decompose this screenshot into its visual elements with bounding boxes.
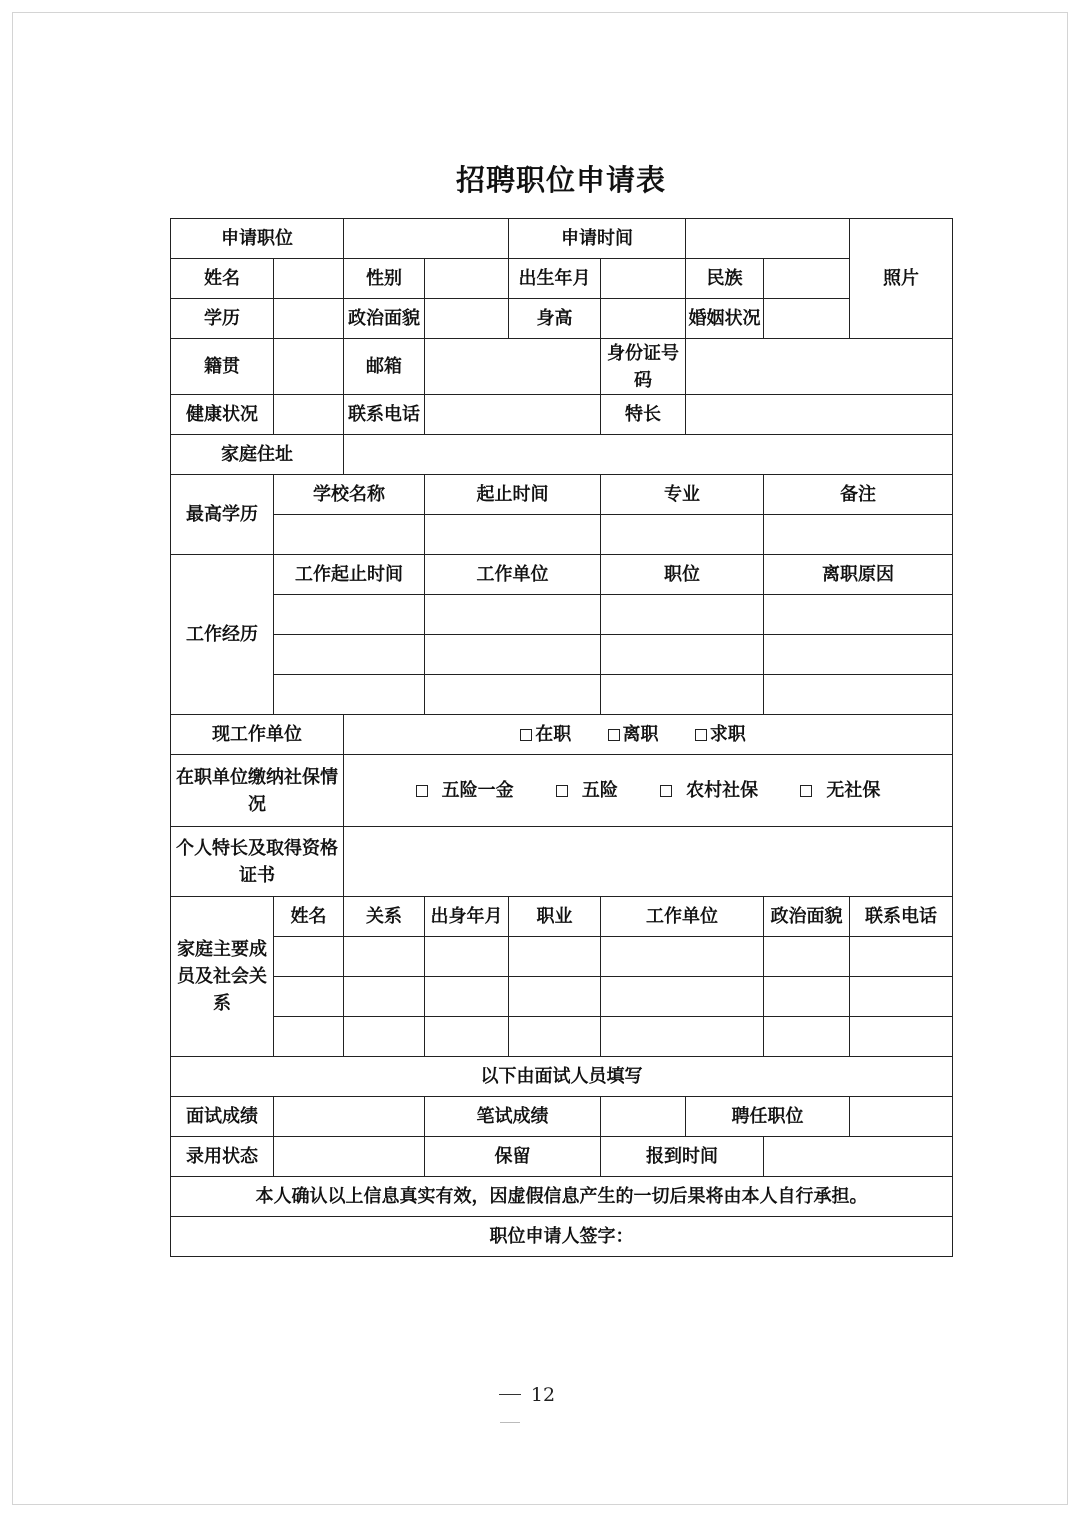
checkbox-icon[interactable] xyxy=(556,785,568,797)
work-col-employer: 工作单位 xyxy=(425,555,601,595)
checkbox-icon[interactable] xyxy=(608,729,620,741)
family-col-phone: 联系电话 xyxy=(850,897,953,937)
insurance-five-option[interactable] xyxy=(556,777,618,804)
family-col-political: 政治面貌 xyxy=(764,897,850,937)
option-label: 农村社保 xyxy=(686,780,759,801)
family-col-employer: 工作单位 xyxy=(601,897,764,937)
education-input[interactable] xyxy=(274,299,344,339)
gender-input[interactable] xyxy=(425,259,509,299)
family-row-1-occupation[interactable] xyxy=(509,937,601,977)
option-label: 五险 xyxy=(581,780,618,801)
family-row-2-relation[interactable] xyxy=(344,977,425,1017)
political-input[interactable] xyxy=(425,299,509,339)
ethnicity-label: 民族 xyxy=(686,259,764,299)
written-score-label: 笔试成绩 xyxy=(425,1097,601,1137)
phone-input[interactable] xyxy=(425,395,601,435)
political-label: 政治面貌 xyxy=(344,299,425,339)
health-input[interactable] xyxy=(274,395,344,435)
work-row-2-position[interactable] xyxy=(601,635,764,675)
work-row-1-position[interactable] xyxy=(601,595,764,635)
position-input[interactable] xyxy=(344,219,509,259)
divider xyxy=(500,1422,520,1423)
insurance-options xyxy=(344,755,953,827)
birth-input[interactable] xyxy=(601,259,686,299)
name-input[interactable] xyxy=(274,259,344,299)
email-input[interactable] xyxy=(425,339,601,395)
address-input[interactable] xyxy=(344,435,953,475)
date-input[interactable] xyxy=(686,219,850,259)
work-col-reason: 离职原因 xyxy=(764,555,953,595)
photo-cell[interactable]: 照片 xyxy=(850,219,953,339)
native-place-label: 籍贯 xyxy=(171,339,274,395)
reserve-label: 保留 xyxy=(425,1137,601,1177)
family-row-2-phone[interactable] xyxy=(850,977,953,1017)
family-col-name: 姓名 xyxy=(274,897,344,937)
address-label: 家庭住址 xyxy=(171,435,344,475)
insurance-full-option[interactable] xyxy=(416,777,514,804)
checkbox-icon[interactable] xyxy=(520,729,532,741)
education-col-school: 学校名称 xyxy=(274,475,425,515)
marital-label: 婚姻状况 xyxy=(686,299,764,339)
hired-position-label: 聘任职位 xyxy=(686,1097,850,1137)
page-number xyxy=(0,1384,1054,1406)
family-row-3-relation[interactable] xyxy=(344,1017,425,1057)
gender-label: 性别 xyxy=(344,259,425,299)
family-row-2-employer[interactable] xyxy=(601,977,764,1017)
education-col-notes: 备注 xyxy=(764,475,953,515)
family-row-3-phone[interactable] xyxy=(850,1017,953,1057)
native-place-input[interactable] xyxy=(274,339,344,395)
option-label: 无社保 xyxy=(826,780,881,801)
interviewer-heading: 以下由面试人员填写 xyxy=(171,1057,953,1097)
current-employer-label: 现工作单位 xyxy=(171,715,344,755)
family-row-2-name[interactable] xyxy=(274,977,344,1017)
education-col-period: 起止时间 xyxy=(425,475,601,515)
family-label: 家庭主要成员及社会关系 xyxy=(171,897,274,1057)
birth-label: 出生年月 xyxy=(509,259,601,299)
interview-score-label: 面试成绩 xyxy=(171,1097,274,1137)
work-row-1-period[interactable] xyxy=(274,595,425,635)
name-label: 姓名 xyxy=(171,259,274,299)
education-label: 学历 xyxy=(171,299,274,339)
signature-field[interactable]: 职位申请人签字： xyxy=(171,1217,953,1257)
health-label: 健康状况 xyxy=(171,395,274,435)
family-row-2-birth[interactable] xyxy=(425,977,509,1017)
highest-education-label: 最高学历 xyxy=(171,475,274,555)
date-label: 申请时间 xyxy=(509,219,686,259)
height-label: 身高 xyxy=(509,299,601,339)
education-period-input[interactable] xyxy=(425,515,601,555)
option-label: 离职 xyxy=(622,724,659,745)
work-col-period: 工作起止时间 xyxy=(274,555,425,595)
education-major-input[interactable] xyxy=(601,515,764,555)
work-col-position: 职位 xyxy=(601,555,764,595)
family-row-2-occupation[interactable] xyxy=(509,977,601,1017)
family-row-1-employer[interactable] xyxy=(601,937,764,977)
family-row-3-birth[interactable] xyxy=(425,1017,509,1057)
checkbox-icon[interactable] xyxy=(695,729,707,741)
confirmation-statement: 本人确认以上信息真实有效，因虚假信息产生的一切后果将由本人自行承担。 xyxy=(171,1177,953,1217)
id-number-input[interactable] xyxy=(686,339,953,395)
work-experience-label: 工作经历 xyxy=(171,555,274,715)
family-row-3-occupation[interactable] xyxy=(509,1017,601,1057)
application-form xyxy=(170,218,953,1257)
family-row-1-political[interactable] xyxy=(764,937,850,977)
checkbox-icon[interactable] xyxy=(416,785,428,797)
family-col-occupation: 职业 xyxy=(509,897,601,937)
work-row-1-employer[interactable] xyxy=(425,595,601,635)
dash-mark xyxy=(499,1394,521,1395)
work-row-2-period[interactable] xyxy=(274,635,425,675)
interview-score-input[interactable] xyxy=(274,1097,425,1137)
education-notes-input[interactable] xyxy=(764,515,953,555)
insurance-rural-option[interactable] xyxy=(660,777,758,804)
current-employer-options xyxy=(344,715,953,755)
insurance-none-option[interactable] xyxy=(800,777,880,804)
family-col-birth: 出身年月 xyxy=(425,897,509,937)
height-input[interactable] xyxy=(601,299,686,339)
certificates-label: 个人特长及取得资格证书 xyxy=(171,827,344,897)
status-employed-option[interactable] xyxy=(520,721,571,748)
work-row-3-period[interactable] xyxy=(274,675,425,715)
status-seeking-option[interactable] xyxy=(695,721,746,748)
family-row-3-political[interactable] xyxy=(764,1017,850,1057)
family-row-3-employer[interactable] xyxy=(601,1017,764,1057)
certificates-input[interactable] xyxy=(344,827,953,897)
phone-label: 联系电话 xyxy=(344,395,425,435)
checkbox-icon[interactable] xyxy=(800,785,812,797)
option-label: 求职 xyxy=(709,724,746,745)
hired-position-input[interactable] xyxy=(850,1097,953,1137)
ethnicity-input[interactable] xyxy=(764,259,850,299)
hiring-status-input[interactable] xyxy=(274,1137,425,1177)
hiring-status-label: 录用状态 xyxy=(171,1137,274,1177)
family-row-1-phone[interactable] xyxy=(850,937,953,977)
email-label: 邮箱 xyxy=(344,339,425,395)
family-row-2-political[interactable] xyxy=(764,977,850,1017)
insurance-label: 在职单位缴纳社保情况 xyxy=(171,755,344,827)
family-row-1-name[interactable] xyxy=(274,937,344,977)
report-time-label: 报到时间 xyxy=(601,1137,764,1177)
education-school-input[interactable] xyxy=(274,515,425,555)
work-row-3-reason[interactable] xyxy=(764,675,953,715)
option-label: 五险一金 xyxy=(441,780,514,801)
position-label: 申请职位 xyxy=(171,219,344,259)
option-label: 在职 xyxy=(535,724,572,745)
family-col-relation: 关系 xyxy=(344,897,425,937)
id-number-label: 身份证号码 xyxy=(601,339,686,395)
status-resigned-option[interactable] xyxy=(608,721,659,748)
marital-input[interactable] xyxy=(764,299,850,339)
work-row-1-reason[interactable] xyxy=(764,595,953,635)
family-row-1-birth[interactable] xyxy=(425,937,509,977)
form-title: 招聘职位申请表 xyxy=(455,163,666,197)
checkbox-icon[interactable] xyxy=(660,785,672,797)
specialty-input[interactable] xyxy=(686,395,953,435)
report-time-input[interactable] xyxy=(764,1137,953,1177)
education-col-major: 专业 xyxy=(601,475,764,515)
work-row-3-position[interactable] xyxy=(601,675,764,715)
specialty-label: 特长 xyxy=(601,395,686,435)
written-score-input[interactable] xyxy=(601,1097,686,1137)
family-row-3-name[interactable] xyxy=(274,1017,344,1057)
work-row-2-employer[interactable] xyxy=(425,635,601,675)
family-row-1-relation[interactable] xyxy=(344,937,425,977)
work-row-2-reason[interactable] xyxy=(764,635,953,675)
work-row-3-employer[interactable] xyxy=(425,675,601,715)
page-number-value: 12 xyxy=(530,1384,556,1406)
